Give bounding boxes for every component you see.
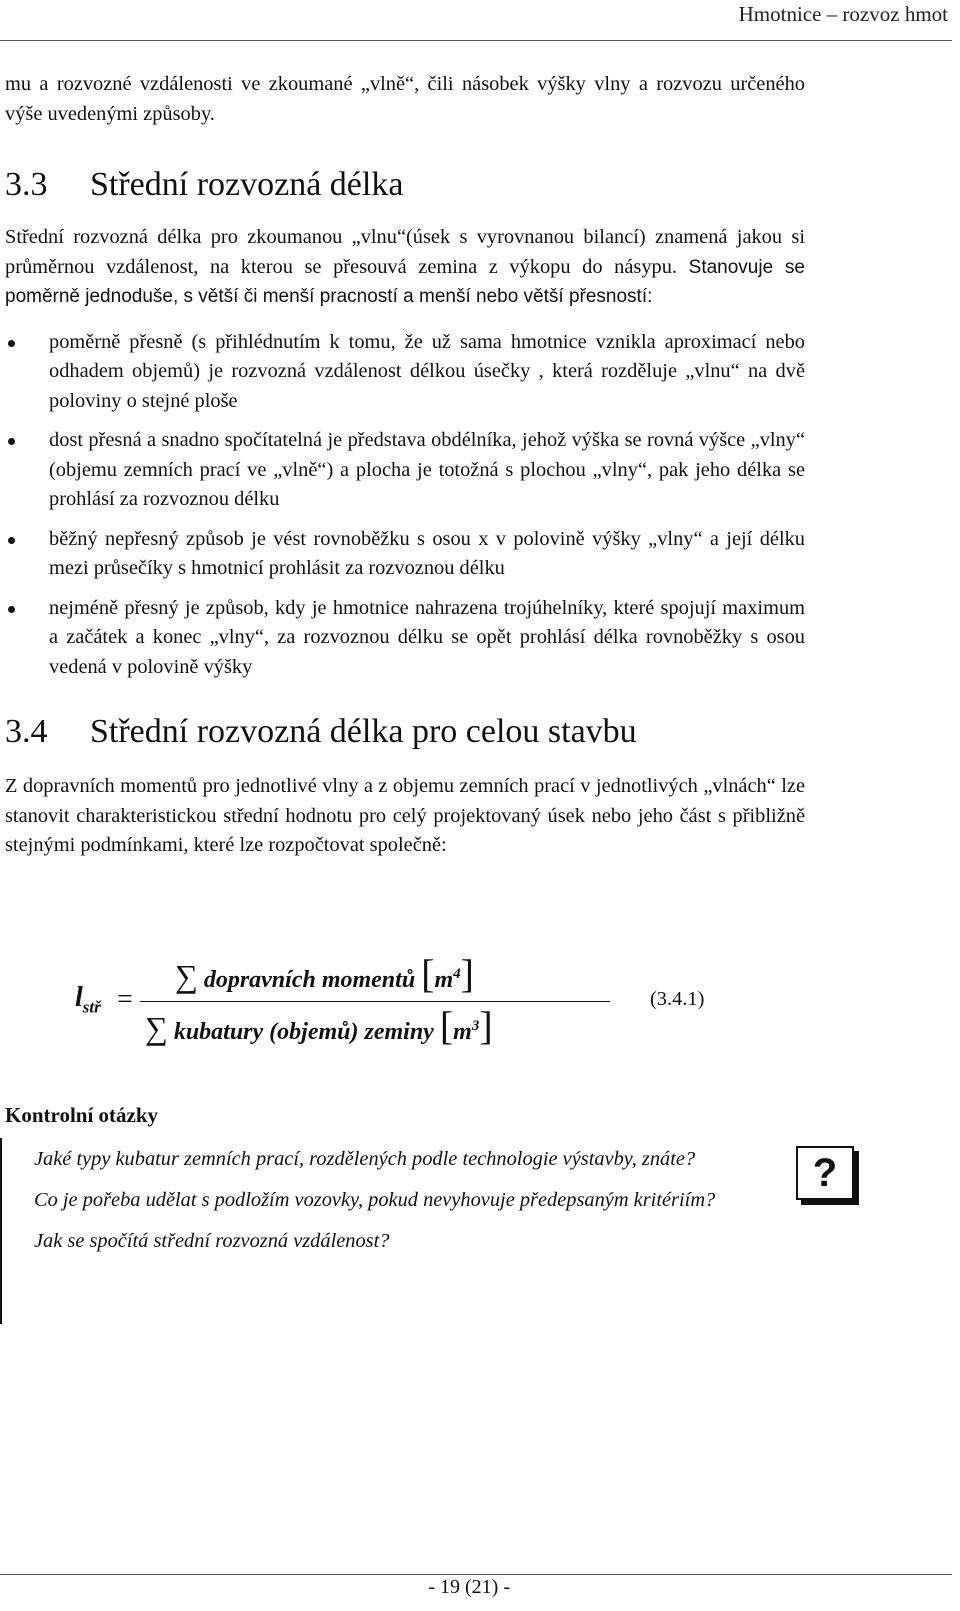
equation-number: (3.4.1) xyxy=(650,988,705,1010)
formula-denominator: ∑ kubatury (objemů) zeminy $[m^3]$ xyxy=(145,1003,493,1048)
section-title: Střední rozvozná délka xyxy=(90,166,404,203)
main-content xyxy=(5,70,805,861)
list-item-text: nejméně přesný je způsob, kdy je hmotnice nahrazena trojúhelníky, které spojují maximum a začátek a konec „vlny“, za rozvoznou délku se opět prohlásí délka rovnoběžky s osou vedená v polovině výšky xyxy=(49,596,805,678)
formula-lhs: $l_{stř}$ xyxy=(75,982,101,1017)
list-item xyxy=(5,328,805,417)
bullet-list xyxy=(5,328,805,683)
section-3-4-paragraph: Z dopravních momentů pro jednotlivé vlny a z objemu zemních prací v jednotlivých „vlnách“ lze stanovit charakteristickou střední hodnotu pro celý projektovaný úsek nebo jeho část s přibližně stejnými podmínkami, které lze rozpočtovat společně: xyxy=(5,775,805,856)
section-3-3-paragraph xyxy=(5,223,805,312)
intro-paragraph: mu a rozvozné vzdálenosti ve zkoumané „vlně“, čili násobek výšky vlny a rozvozu určeného výše uvedenými způsoby. xyxy=(5,73,805,125)
section-number: 3.4 xyxy=(5,713,48,750)
list-item-text: běžný nepřesný způsob je vést rovnoběžku s osou x v polovině výšky „vlny“ a její délku mezi průsečíky s hmotnicí prohlásit za rozvoznou délku xyxy=(49,527,805,579)
paragraph-part-2: Stanovuje se poměrně jednoduše, s větší či menší pracností a menší nebo větší přesností: xyxy=(5,256,805,307)
footer-divider xyxy=(0,1574,952,1575)
sigma-icon: ∑ xyxy=(145,1010,168,1046)
paragraph-part-1: Střední rozvozná délka pro zkoumanou „vlnu“(úsek s vyrovnanou bilancí) znamená jakou si průměrnou vzdálenost, na kterou se přesouvá zemina z výkopu do násypu. xyxy=(5,226,805,278)
fraction-line xyxy=(140,1001,610,1002)
bullet-icon xyxy=(8,537,15,544)
formula-numerator: ∑ dopravních momentů $[m^4]$ xyxy=(175,951,474,996)
page-number: - 19 (21) - xyxy=(428,1576,510,1598)
section-heading-3-3 xyxy=(5,165,805,205)
formula-equals: = xyxy=(117,984,133,1015)
list-item-text: dost přesná a snadno spočítatelná je představa obdélníka, jehož výška se rovná výšce „vlny“ (objemu zemních prací ve „vlně“) a plocha je totožná s plochou „vlny“, pak jeho délka se prohlásí za rozvoznou délku xyxy=(49,429,805,510)
list-item xyxy=(5,594,805,683)
list-item-text: poměrně přesně (s přihlédnutím k tomu, že už sama hmotnice vznikla aproximací nebo odhadem objemů) je rozvozná vzdálenost délkou úsečky , která rozděluje „vlnu“ na dvě poloviny o stejné ploše xyxy=(49,330,805,412)
list-item xyxy=(5,426,805,515)
bullet-icon xyxy=(8,340,15,347)
sigma-icon: ∑ xyxy=(175,958,198,994)
section-title: Střední rozvozná délka pro celou stavbu xyxy=(90,713,637,750)
bullet-icon xyxy=(8,438,15,445)
section-number: 3.3 xyxy=(5,166,48,203)
review-questions xyxy=(34,1145,784,1268)
header-title: Hmotnice – rozvoz hmot xyxy=(738,2,948,26)
section-heading-3-4 xyxy=(5,712,805,752)
page-header xyxy=(0,0,952,41)
list-item xyxy=(5,525,805,584)
review-questions-heading: Kontrolní otázky xyxy=(5,1103,159,1127)
questions-side-bar xyxy=(0,1138,2,1324)
formula-3-4-1 xyxy=(75,950,775,1060)
bullet-icon xyxy=(8,606,15,613)
question-item: Co je pořeba udělat s podložím vozovky, pokud nevyhovuje předepsaným kritériím? xyxy=(34,1189,716,1211)
question-item: Jak se spočítá střední rozvozná vzdálenost? xyxy=(34,1230,390,1252)
question-mark-icon: ? xyxy=(796,1146,854,1200)
question-item: Jaké typy kubatur zemních prací, rozdělených podle technologie výstavby, znáte? xyxy=(34,1148,696,1170)
